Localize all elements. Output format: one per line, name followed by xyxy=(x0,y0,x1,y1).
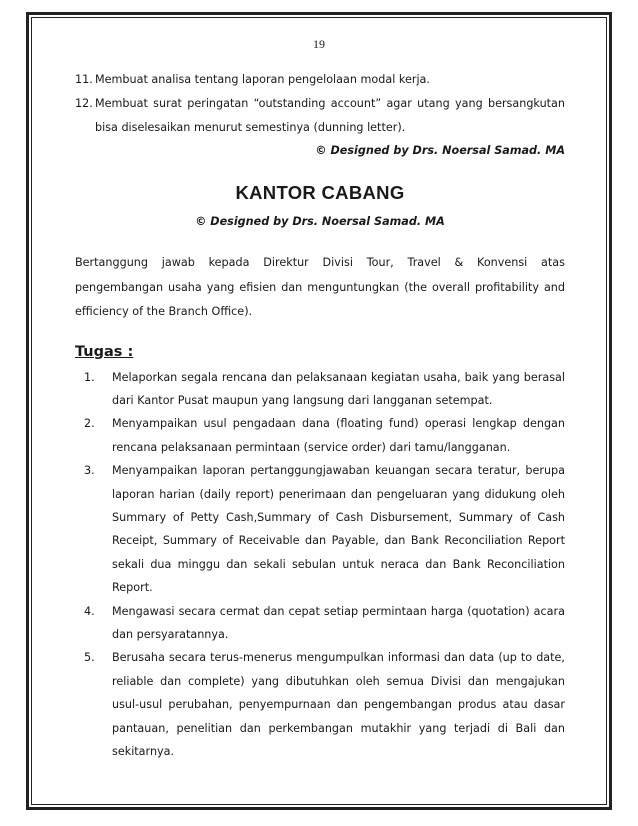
task-number: 2. xyxy=(84,417,95,431)
task-line: Receipt, Summary of Receivable dan Payable, dan Bank Reconciliation Report xyxy=(112,534,565,548)
task-line: sekitarnya. xyxy=(112,745,175,758)
task-item xyxy=(75,412,565,459)
task-line: sekali dua minggu dan sekali sebulan untuk neraca dan Bank Reconciliation xyxy=(112,557,565,571)
task-line: Summary of Petty Cash,Summary of Cash Disbursement, Summary of Cash xyxy=(112,510,565,524)
paragraph-line: Bertanggung jawab kepada Direktur Divisi Tour, Travel & Konvensi atas xyxy=(75,256,565,269)
task-line: pantauan, penelitian dan perkembangan mutakhir yang terjadi di Bali dan xyxy=(112,721,565,735)
task-line: Menyampaikan usul pengadaan dana (floating fund) operasi lengkap dengan xyxy=(112,417,565,431)
section-heading: KANTOR CABANG xyxy=(235,182,405,203)
list-item xyxy=(75,68,565,92)
designer-credit-centered: © Designed by Drs. Noersal Samad. MA xyxy=(195,215,445,228)
task-number: 4. xyxy=(84,604,95,618)
task-line: Mengawasi secara cermat dan cepat setiap permintaan harga (quotation) acara xyxy=(112,604,565,618)
task-number: 3. xyxy=(84,464,95,478)
list-item-number: 11. xyxy=(75,73,93,86)
task-line: rencana pelaksanaan permintaan (service order) dari tamu/langganan. xyxy=(112,440,511,454)
list-item-number: 12. xyxy=(75,97,93,110)
previous-list xyxy=(75,68,565,140)
task-item xyxy=(75,366,565,413)
list-item-continuation: bisa diselesaikan menurut semestinya (dunning letter). xyxy=(95,121,406,134)
task-line: Berusaha secara terus-menerus mengumpulkan informasi dan data (up to date, xyxy=(112,651,565,665)
task-number: 5. xyxy=(84,651,95,665)
task-line: usul-usul perubahan, penyempurnaan dan pengembangan produs atau dasar xyxy=(112,698,565,712)
task-line: reliable dan complete) yang dibutuhkan oleh semua Divisi dan mengajukan xyxy=(112,674,565,688)
paragraph-line: pengembangan usaha yang efisien dan menguntungkan (the overall profitability and xyxy=(75,280,565,294)
tasks-list xyxy=(75,366,565,764)
paragraph-line: efficiency of the Branch Office). xyxy=(75,305,253,318)
task-line: Report. xyxy=(112,581,153,595)
task-line: dan persyaratannya. xyxy=(112,627,229,641)
task-line: dari Kantor Pusat maupun yang langsung dari langganan setempat. xyxy=(112,393,493,407)
designer-credit: © Designed by Drs. Noersal Samad. MA xyxy=(315,144,565,157)
task-number: 1. xyxy=(84,370,95,384)
page-content xyxy=(75,68,565,763)
intro-paragraph xyxy=(75,251,565,325)
list-item-text: Membuat surat peringatan “outstanding account” agar utang yang bersangkutan xyxy=(95,97,565,110)
tasks-heading: Tugas : xyxy=(75,343,134,360)
list-item-text: Membuat analisa tentang laporan pengelolaan modal kerja. xyxy=(95,73,430,86)
task-item xyxy=(75,646,565,763)
task-item xyxy=(75,459,565,599)
task-line: Melaporkan segala rencana dan pelaksanaan kegiatan usaha, baik yang berasal xyxy=(112,370,565,384)
list-item xyxy=(75,92,565,116)
task-line: Menyampaikan laporan pertanggungjawaban keuangan secara teratur, berupa xyxy=(112,464,565,478)
task-item xyxy=(75,600,565,647)
task-line: laporan harian (daily report) penerimaan dan pengeluaran yang didukung oleh xyxy=(112,487,565,501)
page-number: 19 xyxy=(313,37,325,51)
